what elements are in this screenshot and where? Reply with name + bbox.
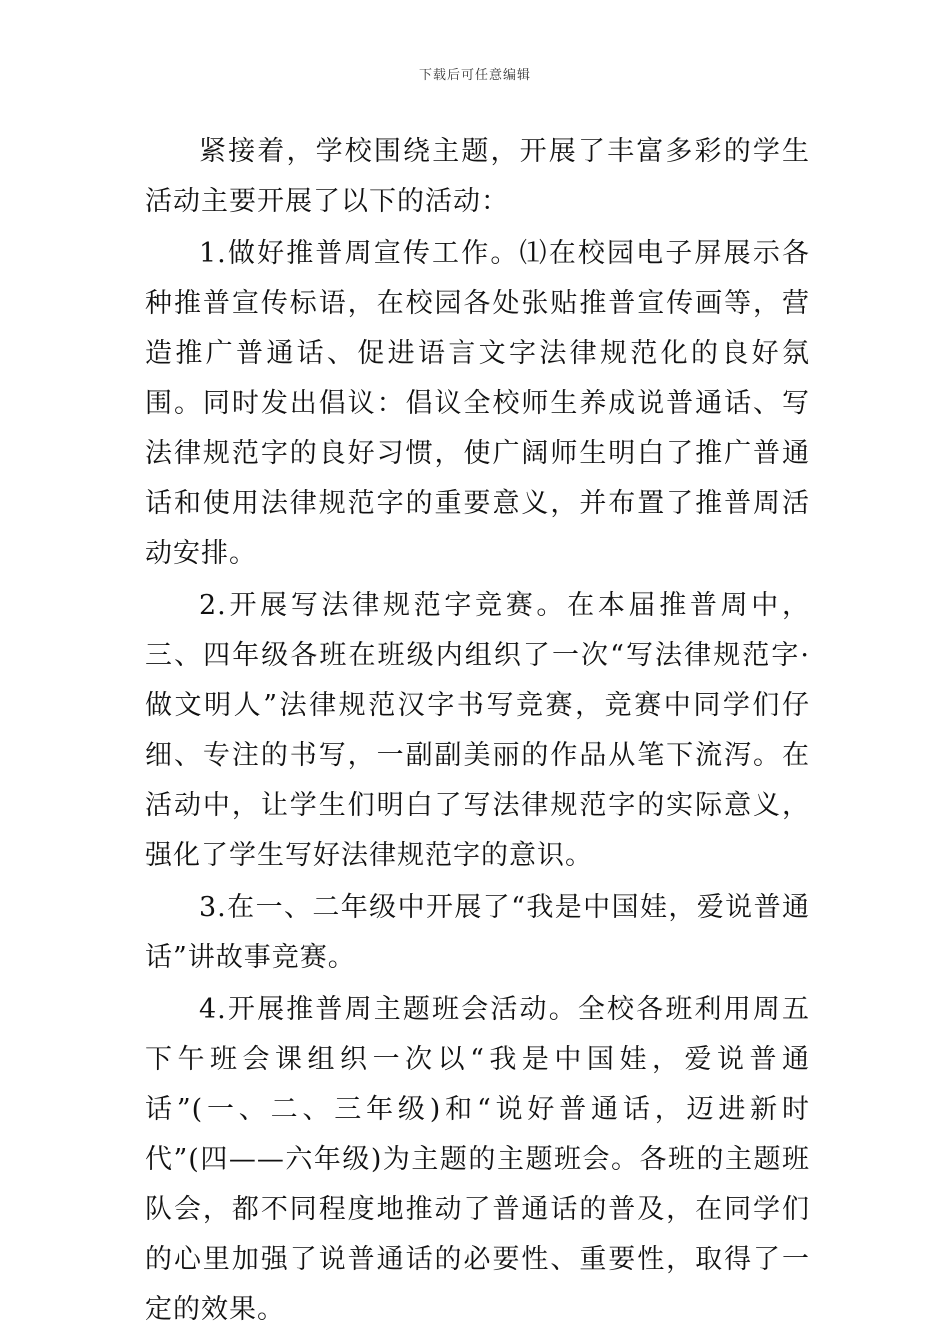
paragraph-item-1: 1.做好推普周宣传工作。⑴在校园电子屏展示各种推普宣传标语，在校园各处张贴推普宣传画等，营造推广普通话、促进语言文字法律规范化的良好氛围。同时发出倡议：倡议全校师生养成说普通话、写法律规范字的良好习惯，使广阔师生明白了推广普通话和使用法律规范字的重要意义，并布置了推普周活动安排。 bbox=[145, 238, 810, 569]
paragraph-item-4: 4.开展推普周主题班会活动。全校各班利用周五下午班会课组织一次以“我是中国娃，爱说普通话”(一、二、三年级)和“说好普通话，迈进新时代”(四——六年级)为主题的主题班会。各班的主题班队会，都不同程度地推动了普通话的普及，在同学们的心里加强了说普通话的必要性、重要性，取得了一定的效果。 bbox=[145, 994, 810, 1325]
page-header: 下载后可任意编辑 bbox=[418, 68, 531, 83]
document-body bbox=[145, 127, 810, 1337]
paragraph-item-3: 3.在一、二年级中开展了“我是中国娃，爱说普通话”讲故事竞赛。 bbox=[145, 892, 810, 973]
paragraph-intro: 紧接着，学校围绕主题，开展了丰富多彩的学生活动主要开展了以下的活动： bbox=[145, 136, 810, 217]
paragraph-item-2: 2.开展写法律规范字竞赛。在本届推普周中，三、四年级各班在班级内组织了一次“写法律规范字·做文明人”法律规范汉字书写竞赛，竞赛中同学们仔细、专注的书写，一副副美丽的作品从笔下流泻。在活动中，让学生们明白了写法律规范字的实际意义，强化了学生写好法律规范字的意识。 bbox=[145, 590, 810, 871]
